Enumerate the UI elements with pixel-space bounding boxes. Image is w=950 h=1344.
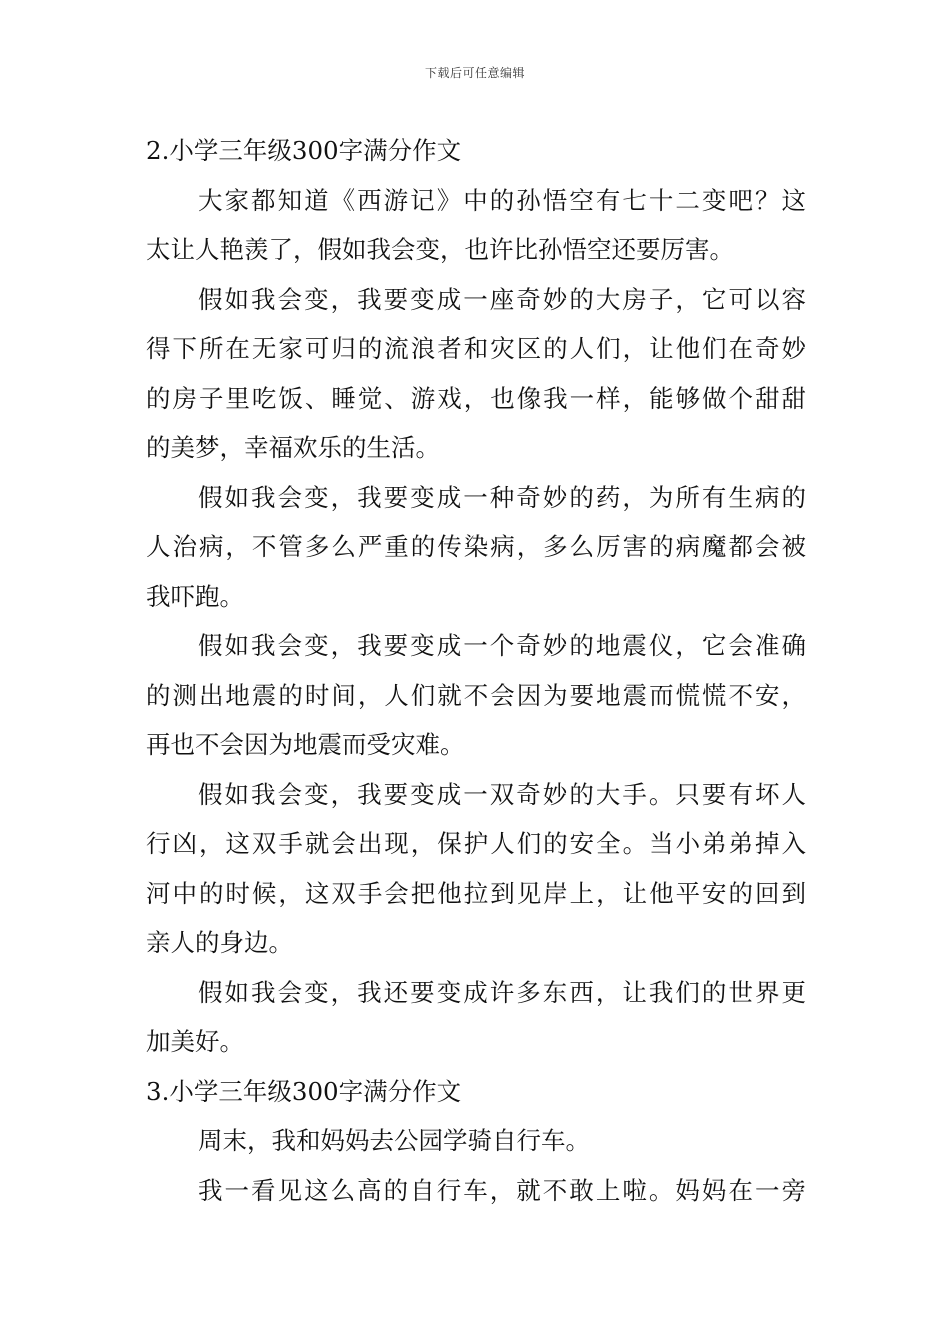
paragraph-line: 周末，我和妈妈去公园学骑自行车。 (198, 1126, 590, 1155)
document-body (146, 126, 806, 1215)
paragraph (146, 968, 806, 1067)
paragraph-line: 假如我会变，我还要变成许多东西，让我们的世界更 (198, 977, 806, 1007)
paragraph-line: 太让人艳羡了，假如我会变，也许比孙悟空还要厉害。 (146, 235, 734, 264)
paragraph-line: 的美梦，幸福欢乐的生活。 (146, 433, 440, 462)
paragraph-line: 假如我会变，我要变成一双奇妙的大手。只要有坏人 (198, 779, 806, 809)
paragraph-line: 我吓跑。 (146, 581, 244, 611)
paragraph-line: 假如我会变，我要变成一个奇妙的地震仪，它会准确 (198, 631, 806, 660)
paragraph (146, 1116, 806, 1166)
paragraph (146, 621, 806, 770)
paragraph-line: 假如我会变，我要变成一座奇妙的大房子，它可以容 (198, 284, 806, 314)
paragraph (146, 473, 806, 622)
paragraph-line: 再也不会因为地震而受灾难。 (146, 730, 465, 759)
paragraph-line: 行凶，这双手就会出现，保护人们的安全。当小弟弟掉入 (146, 829, 806, 858)
paragraph-line: 的房子里吃饭、睡觉、游戏，也像我一样，能够做个甜甜 (146, 383, 806, 413)
paragraph (146, 275, 806, 473)
paragraph (146, 176, 806, 275)
paragraph-line: 我一看见这么高的自行车，就不敢上啦。妈妈在一旁 (198, 1175, 806, 1205)
paragraph-line: 大家都知道《西游记》中的孙悟空有七十二变吧？这 (198, 185, 806, 215)
paragraph-line: 人治病，不管多么严重的传染病，多么厉害的病魔都会被 (146, 532, 806, 561)
section-heading: 3.小学三年级300字满分作文 (146, 1076, 462, 1106)
section-heading: 2.小学三年级300字满分作文 (146, 136, 462, 165)
paragraph-line: 河中的时候，这双手会把他拉到见岸上，让他平安的回到 (146, 878, 806, 908)
page-header-note: 下载后可任意编辑 (424, 66, 525, 80)
paragraph-line: 加美好。 (146, 1027, 244, 1056)
paragraph-line: 得下所在无家可归的流浪者和灾区的人们，让他们在奇妙 (146, 334, 806, 363)
paragraph (146, 1166, 806, 1216)
paragraph-line: 的测出地震的时间，人们就不会因为要地震而慌慌不安， (146, 680, 806, 710)
paragraph-line: 假如我会变，我要变成一种奇妙的药，为所有生病的 (198, 482, 806, 512)
paragraph (146, 770, 806, 968)
paragraph-line: 亲人的身边。 (146, 928, 293, 957)
